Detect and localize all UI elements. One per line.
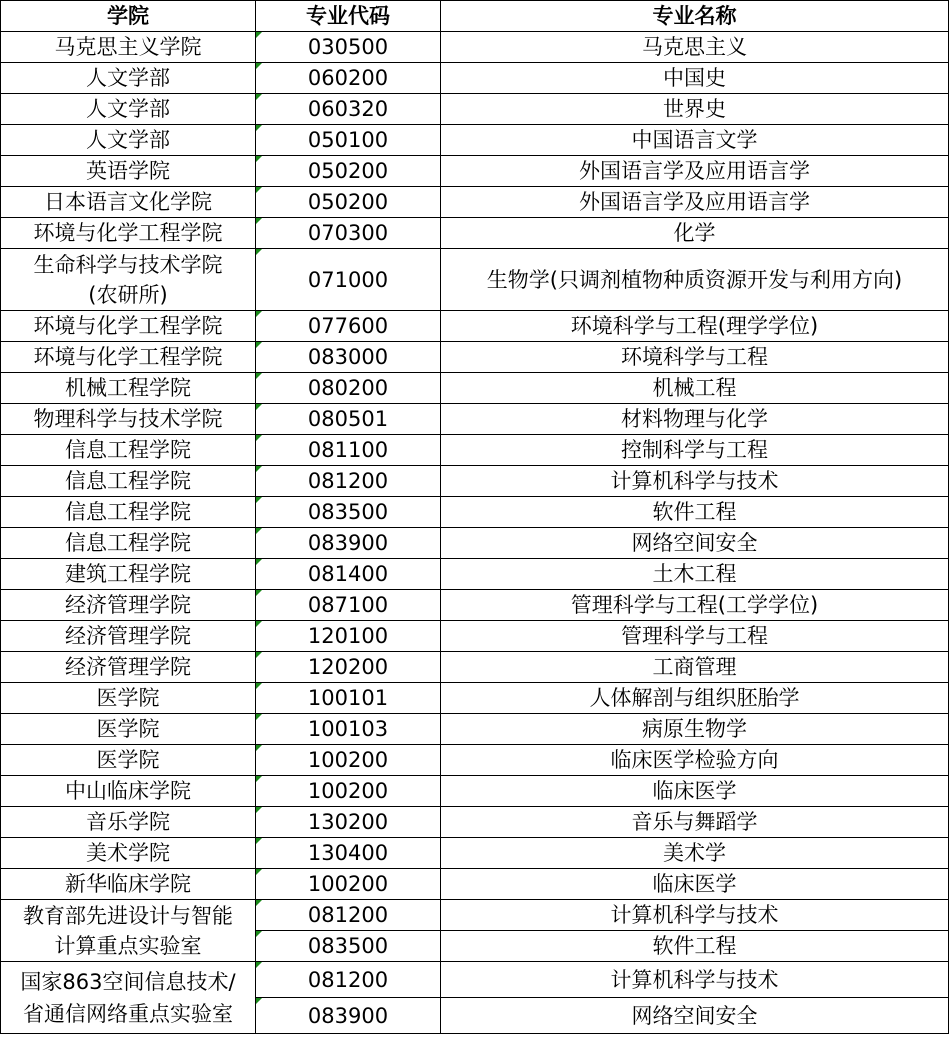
code-cell: 080200 (256, 373, 441, 404)
table-row (1, 900, 949, 931)
code-cell: 100200 (256, 745, 441, 776)
major-name-cell: 世界史 (441, 94, 949, 125)
code-cell: 083500 (256, 931, 441, 962)
major-name-cell: 马克思主义 (441, 32, 949, 63)
major-name-cell: 土木工程 (441, 559, 949, 590)
major-name-cell: 中国史 (441, 63, 949, 94)
table-row (1, 962, 949, 998)
college-cell: 信息工程学院 (1, 528, 256, 559)
college-cell: 人文学部 (1, 94, 256, 125)
code-cell: 100103 (256, 714, 441, 745)
code-cell: 083900 (256, 528, 441, 559)
code-cell: 083500 (256, 497, 441, 528)
table-row (1, 63, 949, 94)
code-cell: 081200 (256, 962, 441, 998)
header-name: 专业名称 (441, 1, 949, 32)
table-row (1, 32, 949, 63)
code-cell: 083900 (256, 998, 441, 1034)
code-cell: 130200 (256, 807, 441, 838)
college-cell: 环境与化学工程学院 (1, 311, 256, 342)
table-row (1, 714, 949, 745)
college-cell: 环境与化学工程学院 (1, 218, 256, 249)
table-row (1, 373, 949, 404)
major-name-cell: 网络空间安全 (441, 528, 949, 559)
major-name-cell: 机械工程 (441, 373, 949, 404)
code-cell: 100101 (256, 683, 441, 714)
code-cell: 080501 (256, 404, 441, 435)
college-cell: 信息工程学院 (1, 497, 256, 528)
code-cell: 050100 (256, 125, 441, 156)
major-name-cell: 软件工程 (441, 931, 949, 962)
college-line: 教育部先进设计与智能 (23, 903, 233, 928)
code-cell: 130400 (256, 838, 441, 869)
table-row (1, 683, 949, 714)
table-row (1, 249, 949, 311)
college-cell-merged (1, 962, 256, 1034)
major-name-cell: 临床医学检验方向 (441, 745, 949, 776)
code-cell: 120100 (256, 621, 441, 652)
major-name-cell: 人体解剖与组织胚胎学 (441, 683, 949, 714)
code-cell: 120200 (256, 652, 441, 683)
major-name-cell: 管理科学与工程(工学学位) (441, 590, 949, 621)
college-cell: 英语学院 (1, 156, 256, 187)
code-cell: 081200 (256, 466, 441, 497)
major-name-cell: 中国语言文学 (441, 125, 949, 156)
major-name-cell: 计算机科学与技术 (441, 962, 949, 998)
code-cell: 087100 (256, 590, 441, 621)
major-name-cell: 环境科学与工程 (441, 342, 949, 373)
college-cell: 医学院 (1, 745, 256, 776)
code-cell: 071000 (256, 249, 441, 311)
college-cell: 医学院 (1, 714, 256, 745)
major-name-cell: 临床医学 (441, 869, 949, 900)
table-row (1, 869, 949, 900)
college-cell-merged (1, 900, 256, 962)
table-row (1, 404, 949, 435)
major-name-cell: 化学 (441, 218, 949, 249)
table-row (1, 125, 949, 156)
code-cell: 083000 (256, 342, 441, 373)
code-cell: 050200 (256, 187, 441, 218)
table-row (1, 528, 949, 559)
college-cell: 马克思主义学院 (1, 32, 256, 63)
college-cell: 日本语言文化学院 (1, 187, 256, 218)
college-cell: 人文学部 (1, 125, 256, 156)
code-cell: 100200 (256, 776, 441, 807)
table-row (1, 342, 949, 373)
code-cell: 070300 (256, 218, 441, 249)
header-college: 学院 (1, 1, 256, 32)
table-row (1, 466, 949, 497)
major-name-cell: 音乐与舞蹈学 (441, 807, 949, 838)
major-name-cell: 材料物理与化学 (441, 404, 949, 435)
major-name-cell: 网络空间安全 (441, 998, 949, 1034)
table-row (1, 497, 949, 528)
table-row (1, 218, 949, 249)
code-cell: 081200 (256, 900, 441, 931)
table-row (1, 435, 949, 466)
major-name-cell: 外国语言学及应用语言学 (441, 187, 949, 218)
college-cell: 信息工程学院 (1, 466, 256, 497)
major-name-cell: 病原生物学 (441, 714, 949, 745)
code-cell: 030500 (256, 32, 441, 63)
major-name-cell: 环境科学与工程(理学学位) (441, 311, 949, 342)
table-row (1, 156, 949, 187)
major-name-cell: 软件工程 (441, 497, 949, 528)
table-row (1, 187, 949, 218)
major-name-cell: 生物学(只调剂植物种质资源开发与利用方向) (441, 249, 949, 311)
code-cell: 060320 (256, 94, 441, 125)
code-cell: 060200 (256, 63, 441, 94)
table-row (1, 94, 949, 125)
college-cell: 人文学部 (1, 63, 256, 94)
major-name-cell: 管理科学与工程 (441, 621, 949, 652)
college-cell: 音乐学院 (1, 807, 256, 838)
college-cell: 新华临床学院 (1, 869, 256, 900)
college-cell: 医学院 (1, 683, 256, 714)
college-cell: 物理科学与技术学院 (1, 404, 256, 435)
college-cell (1, 249, 256, 311)
table-row (1, 559, 949, 590)
header-code: 专业代码 (256, 1, 441, 32)
college-cell: 经济管理学院 (1, 652, 256, 683)
major-name-cell: 外国语言学及应用语言学 (441, 156, 949, 187)
table-row (1, 652, 949, 683)
major-name-cell: 工商管理 (441, 652, 949, 683)
major-name-cell: 计算机科学与技术 (441, 900, 949, 931)
college-cell: 环境与化学工程学院 (1, 342, 256, 373)
table-row (1, 745, 949, 776)
college-line: 计算重点实验室 (54, 933, 202, 958)
table-row (1, 590, 949, 621)
code-cell: 081100 (256, 435, 441, 466)
college-line: (农研所) (88, 282, 168, 307)
college-cell: 机械工程学院 (1, 373, 256, 404)
major-name-cell: 临床医学 (441, 776, 949, 807)
college-cell: 美术学院 (1, 838, 256, 869)
table-row (1, 621, 949, 652)
header-row (1, 1, 949, 32)
college-cell: 信息工程学院 (1, 435, 256, 466)
college-cell: 经济管理学院 (1, 621, 256, 652)
code-cell: 081400 (256, 559, 441, 590)
college-cell: 中山临床学院 (1, 776, 256, 807)
college-line: 省通信网络重点实验室 (23, 1001, 233, 1026)
college-cell: 经济管理学院 (1, 590, 256, 621)
college-line: 生命科学与技术学院 (33, 252, 223, 277)
table-row (1, 807, 949, 838)
table-row (1, 776, 949, 807)
code-cell: 050200 (256, 156, 441, 187)
college-line: 国家863空间信息技术/ (20, 969, 236, 994)
table-row (1, 311, 949, 342)
table-row (1, 838, 949, 869)
major-name-cell: 控制科学与工程 (441, 435, 949, 466)
code-cell: 100200 (256, 869, 441, 900)
major-name-cell: 计算机科学与技术 (441, 466, 949, 497)
code-cell: 077600 (256, 311, 441, 342)
major-name-cell: 美术学 (441, 838, 949, 869)
college-cell: 建筑工程学院 (1, 559, 256, 590)
